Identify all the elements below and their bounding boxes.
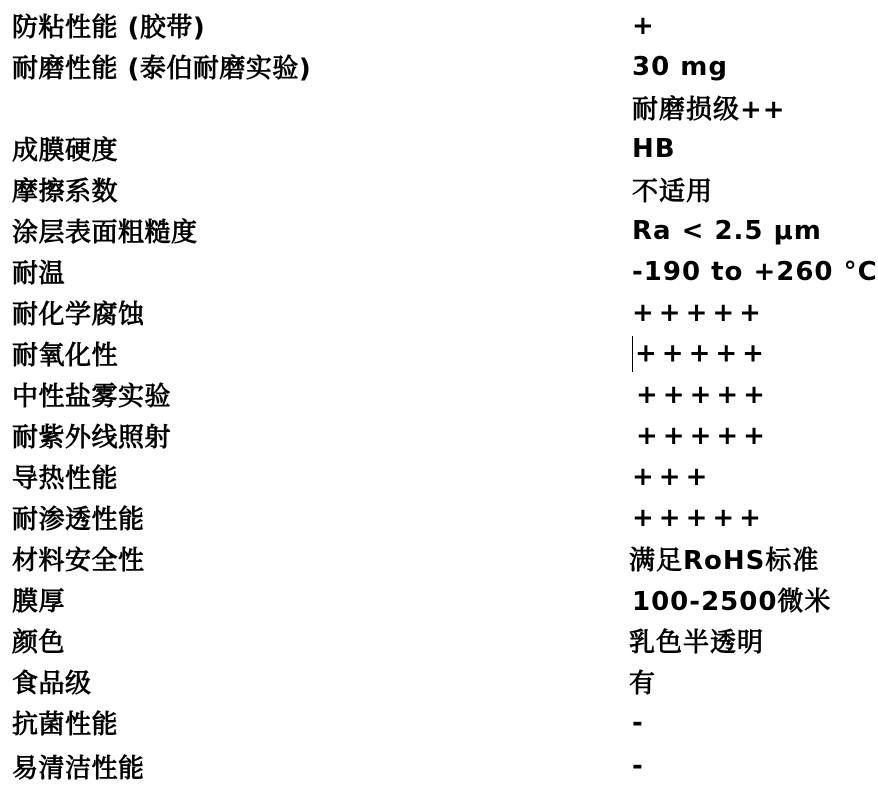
spec-value: +++++ [635, 338, 769, 368]
spec-row-color [12, 620, 878, 661]
spec-value: 耐磨损级++ [632, 95, 786, 125]
spec-row-film-thickness [12, 579, 878, 620]
spec-row-anti-stick [12, 5, 878, 46]
spec-row-roughness [12, 210, 878, 251]
spec-label: 导热性能 [12, 464, 119, 494]
spec-label: 耐磨性能 (泰伯耐磨实验) [12, 54, 312, 84]
spec-value: + [632, 10, 655, 41]
spec-label: 易清洁性能 [12, 753, 145, 784]
spec-value: 乳色半透明 [629, 628, 765, 658]
spec-row-abrasion-grade [12, 87, 878, 128]
spec-value: - [632, 707, 644, 738]
spec-row-hardness [12, 128, 878, 169]
spec-label: 耐化学腐蚀 [12, 300, 145, 330]
spec-value: 有 [629, 669, 657, 699]
spec-table [12, 5, 878, 789]
spec-value: 30 mg [632, 51, 728, 82]
spec-label: 耐紫外线照射 [12, 423, 172, 453]
spec-label: 食品级 [12, 669, 92, 699]
spec-label: 防粘性能 (胶带) [12, 13, 206, 43]
spec-value: +++++ [636, 420, 770, 451]
spec-label: 颜色 [12, 628, 66, 658]
spec-value: Ra < 2.5 μm [632, 215, 822, 246]
spec-row-material-safety [12, 538, 878, 579]
spec-value: - [632, 751, 644, 781]
spec-row-easy-clean [12, 743, 878, 789]
spec-label: 耐氧化性 [12, 341, 119, 371]
spec-value: +++++ [636, 379, 770, 410]
spec-row-abrasion [12, 46, 878, 87]
spec-value: 满足RoHS标准 [629, 546, 820, 576]
spec-value: +++ [632, 461, 713, 492]
spec-row-friction [12, 169, 878, 210]
spec-row-food-grade [12, 661, 878, 702]
spec-label: 成膜硬度 [12, 136, 119, 166]
spec-row-temperature [12, 251, 878, 292]
spec-label: 膜厚 [12, 587, 66, 617]
spec-row-uv [12, 415, 878, 456]
spec-value: +++++ [632, 297, 766, 328]
spec-row-chemical [12, 292, 878, 333]
spec-label: 抗菌性能 [12, 710, 119, 740]
spec-value: 不适用 [632, 177, 714, 207]
text-cursor [632, 336, 633, 372]
spec-row-antibacterial [12, 702, 878, 743]
spec-value-wrapper [632, 336, 769, 372]
spec-value: 100-2500微米 [632, 587, 832, 617]
spec-label: 材料安全性 [12, 546, 145, 576]
spec-label: 中性盐雾实验 [12, 382, 172, 412]
spec-label: 耐温 [12, 259, 66, 289]
spec-row-salt-spray [12, 374, 878, 415]
spec-label: 摩擦系数 [12, 177, 119, 207]
spec-row-thermal [12, 456, 878, 497]
spec-label: 耐渗透性能 [12, 505, 145, 535]
spec-value: -190 to +260 °C [632, 256, 878, 287]
spec-row-oxidation [12, 333, 878, 374]
spec-value: +++++ [632, 502, 766, 533]
spec-label: 涂层表面粗糙度 [12, 218, 198, 248]
spec-value: HB [632, 133, 676, 164]
spec-row-permeation [12, 497, 878, 538]
